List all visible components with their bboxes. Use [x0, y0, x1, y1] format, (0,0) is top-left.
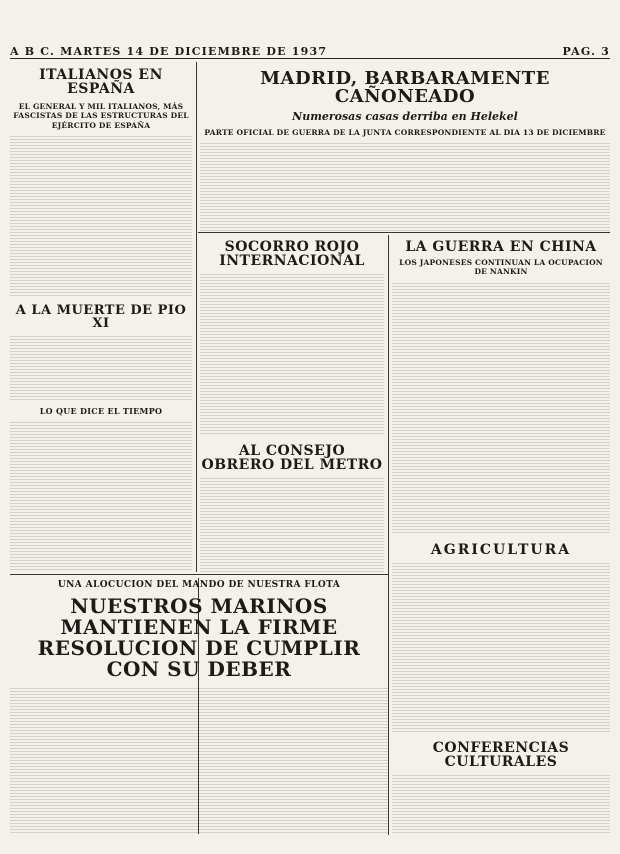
col-left: [10, 62, 192, 570]
left-story3-headline: LO QUE DICE EL TIEMPO: [39, 406, 163, 417]
right-deck: LOS JAPONESES CONTINUAN LA OCUPACION DE NANKIN: [399, 258, 603, 277]
col-right: [392, 236, 610, 834]
right-headline: LA GUERRA EN CHINA: [405, 239, 597, 255]
page-header: [10, 40, 610, 59]
masthead-date: A B C. MARTES 14 DE DICIEMBRE DE 1937: [10, 45, 328, 58]
left-story2-headline: A LA MUERTE DE PIO XI: [15, 303, 187, 332]
right-story3-headline: CONFERENCIAS CULTURALES: [432, 739, 570, 770]
left-deck: EL GENERAL Y MIL ITALIANOS, MÁS FASCISTAS DE LAS ESTRUCTURAS DEL EJÉRCITO DE ESPAÑA: [13, 102, 189, 130]
bottom-headline: NUESTROS MARINOS MANTIENEN LA FIRME RESOLUCION DE CUMPLIR CON SU DEBER: [37, 594, 361, 681]
right-story2-headline: AGRICULTURA: [430, 541, 572, 558]
main-story: [200, 62, 610, 232]
bottom-story: [10, 578, 388, 834]
page-number: PAG. 3: [562, 45, 610, 58]
mid-headline: SOCORRO ROJO INTERNACIONAL: [219, 239, 365, 269]
left-headline: ITALIANOS EN ESPAÑA: [39, 67, 163, 97]
bottom-overhead: UNA ALOCUCION DEL MANDO DE NUESTRA FLOTA: [57, 580, 341, 590]
main-deck: PARTE OFICIAL DE GUERRA DE LA JUNTA CORRESPONDIENTE AL DIA 13 DE DICIEMBRE: [204, 128, 606, 137]
main-subhead: Numerosas casas derriba en Helekel: [292, 110, 518, 123]
mid-story2-headline: AL CONSEJO OBRERO DEL METRO: [201, 443, 383, 473]
col-mid: [200, 236, 384, 572]
main-headline: MADRID, BARBARAMENTE CAÑONEADO: [260, 68, 550, 107]
